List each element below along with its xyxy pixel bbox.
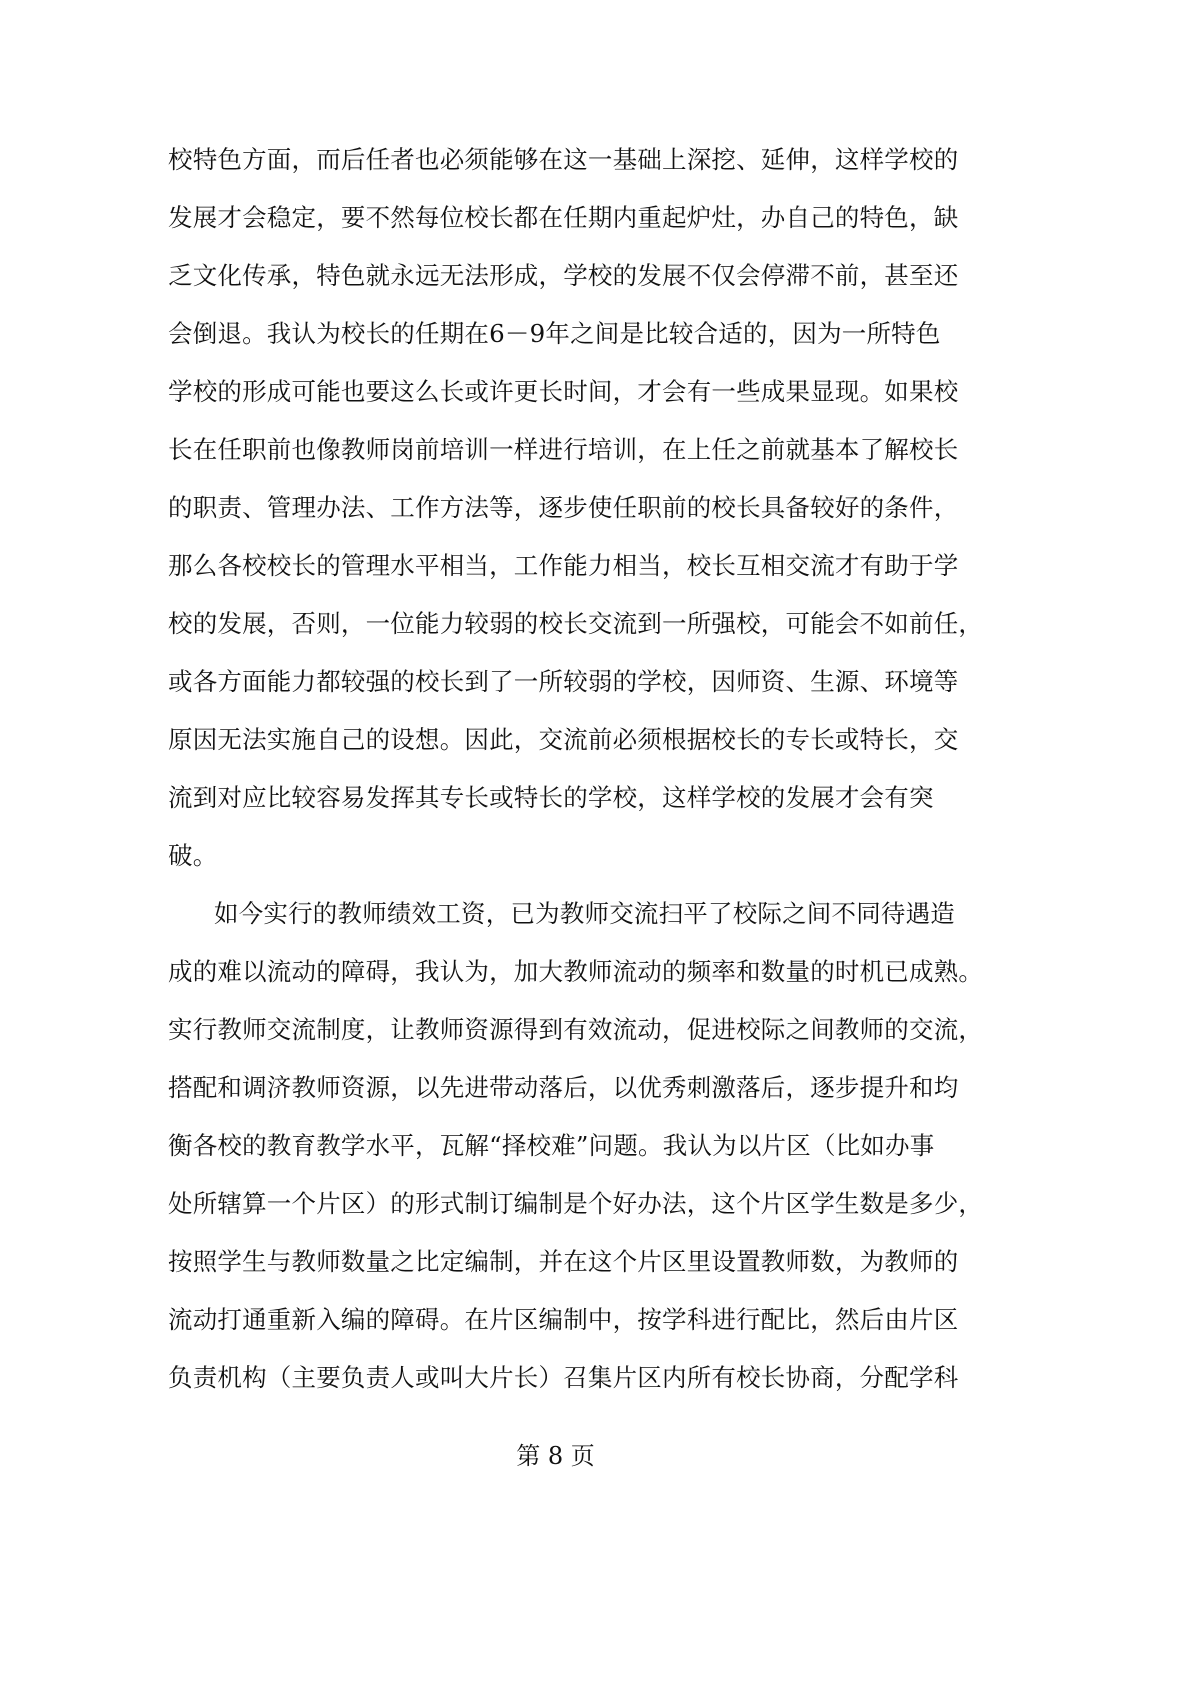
text-line: 负责机构（主要负责人或叫大片长）召集片区内所有校长协商，分配学科: [168, 1363, 959, 1392]
text-line: 乏文化传承，特色就永远无法形成，学校的发展不仅会停滞不前，甚至还: [168, 261, 959, 290]
text-line: 破。: [168, 841, 218, 870]
text-line: 实行教师交流制度，让教师资源得到有效流动，促进校际之间教师的交流，: [168, 1015, 984, 1044]
text-line: 学校的形成可能也要这么长或许更长时间，才会有一些成果显现。如果校: [168, 377, 959, 406]
text-line: 搭配和调济教师资源，以先进带动落后，以优秀刺激落后，逐步提升和均: [168, 1073, 959, 1102]
text-line: 校的发展，否则，一位能力较弱的校长交流到一所强校，可能会不如前任，: [168, 609, 984, 638]
text-line: 原因无法实施自己的设想。因此，交流前必须根据校长的专长或特长，交: [168, 725, 959, 754]
text-line: 会倒退。我认为校长的任期在6－9年之间是比较合适的，因为一所特色: [168, 319, 941, 348]
text-line: 处所辖算一个片区）的形式制订编制是个好办法，这个片区学生数是多少，: [168, 1189, 984, 1218]
text-line: 流动打通重新入编的障碍。在片区编制中，按学科进行配比，然后由片区: [168, 1305, 959, 1334]
text-line: 衡各校的教育教学水平，瓦解“择校难”问题。我认为以片区（比如办事: [168, 1131, 935, 1160]
text-line: 成的难以流动的障碍，我认为，加大教师流动的频率和数量的时机已成熟。: [168, 957, 984, 986]
text-line: 发展才会稳定，要不然每位校长都在任期内重起炉灶，办自己的特色，缺: [168, 203, 959, 232]
text-line: 按照学生与教师数量之比定编制，并在这个片区里设置教师数，为教师的: [168, 1247, 959, 1276]
text-line: 校特色方面，而后任者也必须能够在这一基础上深挖、延伸，这样学校的: [168, 145, 959, 174]
text-line: 的职责、管理办法、工作方法等，逐步使任职前的校长具备较好的条件，: [168, 493, 959, 522]
page-number: 第 8 页: [516, 1442, 595, 1470]
text-line: 或各方面能力都较强的校长到了一所较弱的学校，因师资、生源、环境等: [168, 667, 959, 696]
text-line: 流到对应比较容易发挥其专长或特长的学校，这样学校的发展才会有突: [168, 783, 934, 812]
text-line: 如今实行的教师绩效工资，已为教师交流扫平了校际之间不同待遇造: [214, 899, 955, 928]
text-line: 长在任职前也像教师岗前培训一样进行培训，在上任之前就基本了解校长: [168, 435, 959, 464]
text-line: 那么各校校长的管理水平相当，工作能力相当，校长互相交流才有助于学: [168, 551, 959, 580]
